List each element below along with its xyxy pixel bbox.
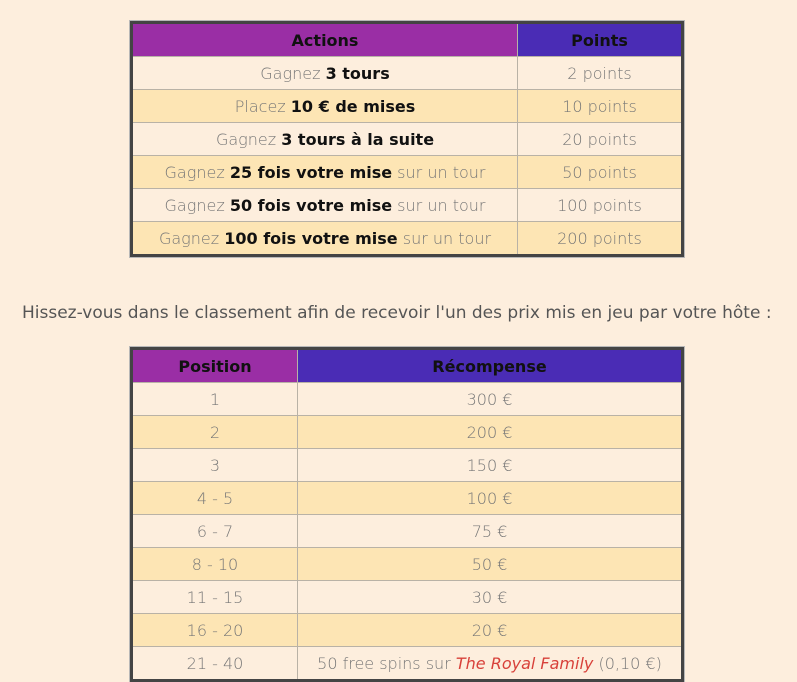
ranking-intro-text: Hissez-vous dans le classement afin de recevoir l'un des prix mis en jeu par votre hôte :: [22, 303, 772, 323]
position-cell: 3: [132, 449, 298, 482]
table-row: [132, 581, 683, 614]
actions-header-row: [132, 23, 683, 57]
points-header: Points: [518, 23, 683, 57]
position-cell: 21 - 40: [132, 647, 298, 681]
game-link[interactable]: The Royal Family: [455, 653, 594, 673]
table-row: [132, 449, 683, 482]
table-row: [132, 57, 683, 90]
points-cell: 10 points: [518, 90, 683, 123]
points-cell: 2 points: [518, 57, 683, 90]
position-cell: 2: [132, 416, 298, 449]
rewards-table: [130, 347, 684, 682]
action-cell: Gagnez 3 tours à la suite: [132, 123, 518, 156]
position-cell: 6 - 7: [132, 515, 298, 548]
reward-header: Récompense: [298, 349, 683, 383]
table-row: [132, 222, 683, 256]
table-row: [132, 515, 683, 548]
table-row: [132, 383, 683, 416]
reward-cell: 100 €: [298, 482, 683, 515]
action-cell: Gagnez 50 fois votre mise sur un tour: [132, 189, 518, 222]
reward-cell: 300 €: [298, 383, 683, 416]
table-row: [132, 548, 683, 581]
reward-cell: 30 €: [298, 581, 683, 614]
position-header: Position: [132, 349, 298, 383]
table-row: [132, 189, 683, 222]
action-cell: Placez 10 € de mises: [132, 90, 518, 123]
reward-cell: 20 €: [298, 614, 683, 647]
table-row: [132, 647, 683, 681]
action-cell: Gagnez 25 fois votre mise sur un tour: [132, 156, 518, 189]
points-cell: 100 points: [518, 189, 683, 222]
table-row: [132, 123, 683, 156]
reward-cell: 200 €: [298, 416, 683, 449]
reward-cell: 50 free spins sur The Royal Family (0,10 €): [298, 647, 683, 681]
table-row: [132, 90, 683, 123]
table-row: [132, 416, 683, 449]
points-cell: 200 points: [518, 222, 683, 256]
reward-cell: 75 €: [298, 515, 683, 548]
position-cell: 16 - 20: [132, 614, 298, 647]
points-cell: 20 points: [518, 123, 683, 156]
position-cell: 1: [132, 383, 298, 416]
actions-header: Actions: [132, 23, 518, 57]
actions-table: [130, 21, 684, 257]
position-cell: 4 - 5: [132, 482, 298, 515]
position-cell: 11 - 15: [132, 581, 298, 614]
table-row: [132, 156, 683, 189]
action-cell: Gagnez 100 fois votre mise sur un tour: [132, 222, 518, 256]
points-cell: 50 points: [518, 156, 683, 189]
reward-cell: 50 €: [298, 548, 683, 581]
table-row: [132, 482, 683, 515]
reward-cell: 150 €: [298, 449, 683, 482]
position-cell: 8 - 10: [132, 548, 298, 581]
rewards-header-row: [132, 349, 683, 383]
table-row: [132, 614, 683, 647]
action-cell: Gagnez 3 tours: [132, 57, 518, 90]
